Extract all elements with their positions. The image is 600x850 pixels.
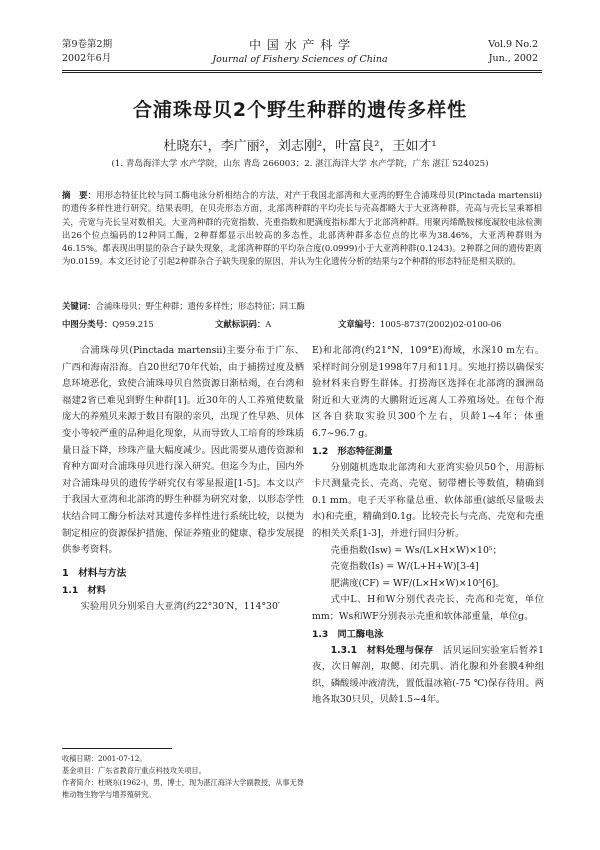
journal-title-cn: 中 国 水 产 科 学 [248,38,352,52]
right-column [312,343,544,709]
header-rule [62,70,542,71]
header-rule-thin [62,72,542,73]
section-1-3-heading: 1.3 同工酶电泳 [312,628,384,640]
sample-processing-paragraph [312,643,544,709]
materials-continued: E)和北部湾(约21°N，109°E)海域，水深10 m左右。采样时间分别是1998年7月和11月。实地打捞以确保实验材料来自野生群体。打捞海区选择在北部湾的涠洲岛附近和大亚湾的大鹏附近远离人工养殖场处。在每个海区各自获取实验贝300个左右，贝龄1~4年；体重6.7~96.7 g。 [312,345,544,439]
journal-date: 2002年6月 [62,53,112,64]
abstract-label: 摘 要： [62,190,97,200]
journal-title-en: Journal of Fishery Sciences of China [212,54,388,65]
paper-title: 合浦珠母贝2个野生种群的遗传多样性 [132,99,468,121]
morphology-paragraph: 分别随机选取北部湾和大亚湾实验贝50个，用游标卡尺测量壳长、壳高、壳宽、韧带槽长等数值，精确到0.1 mm。电子天平称量总重、软体部重(滤纸尽量吸去水)和壳重，精确到0.1g。比较壳长与壳高、壳宽和壳重的相关关系[1-3]，并进行回归分析。 [312,461,544,539]
footnote [62,753,307,801]
intro-paragraph: 合浦珠母贝(Pinctada martensii)主要分布于广东、广西和海南沿海。自20世纪70年代始，由于捕捞过度及栖息环境恶化，致使合浦珠母贝自然资源日渐枯竭，在台湾和福建2省已难见到野生种群[1]。近30年的人工养殖使数量庞大的养殖贝来源于数目有限的亲贝，出现了性早熟、贝体变小等较严重的品种退化现象，从而导致人工培育的珍珠质量日益下降，珍珠产量大幅度减少。因此需要从遗传资源和育种方面对合浦珠母贝进行深入研究。但迄今为止，国内外对合浦珠母贝的遗传学研究仅有零星报道[1-5]。本文以产于我国大亚湾和北部湾的野生种群为研究对象，以形态学性状结合同工酶分析法对其遗传多样性进行系统比较，以便为制定相应的资源保护措施、保证养殖业的健康、稳步发展提供参考资料。 [62,345,304,556]
clc-value: Q959.215 [112,319,154,329]
journal-volume-en: Vol.9 No.2 [488,39,538,50]
keywords-label: 关键词： [62,301,96,311]
author-list: 杜晓东¹，李广丽²，刘志刚²，叶富良²，王如才¹ [163,139,437,154]
section-1-1-heading: 1.1 材料 [62,584,106,596]
footnote-rule [62,748,172,749]
article-number [338,318,501,331]
doc-value: A [265,319,272,329]
author-bio: 作者简介：杜晓东(1962-)，男，博士，现为湛江海洋大学副教授，从事无脊椎动物生物学与增养殖研究。 [62,778,304,799]
formula-explanation: 式中L、H和W分别代表壳长、壳高和壳宽，单位mm；Ws和WF分别表示壳重和软体部重量，单位g。 [312,594,544,622]
section-1-3-1-heading: 1.3.1 材料处理与保存 [330,644,434,656]
keywords [62,300,542,313]
article-label: 文章编号： [338,319,380,329]
formula-shell-width-index: 壳宽指数(Is) = W/(L+H+W)[3-4] [330,561,479,573]
journal-volume-issue: 第9卷第2期 [62,39,113,50]
doc-code [215,318,271,331]
clc-number [62,318,154,331]
fund-info: 基金项目：广东省教育厅重点科技攻关项目。 [62,766,206,775]
abstract-text: 用形态特征比较与同工酶电泳分析相结合的方法，对产于我国北部湾和大亚湾的野生合浦珠母贝(Pinctada martensii)的遗传多样性进行研究。结果表明，在贝壳形态方面，北部湾种群的平均壳长与壳高都略大于大亚湾种群，壳高与壳长呈乘幂相关，壳宽与壳长呈对数相关。大亚湾种群的壳宽指数、壳重指数和肥满度指标都大于北部湾种群。用聚丙烯酰胺梯度凝胶电泳检测出26个位点编码的12种同工酶，2种群都显示出较高的多态性，北部湾种群多态位点的比率为38.46%，大亚湾种群则为46.15%。都表现出明显的杂合子缺失现象，北部湾种群的平均杂合度(0.0999)小于大亚湾种群(0.1243)。2种群之间的遗传距离为0.0159。本文还讨论了引起2种群杂合子缺失现象的原因，并认为生化遗传分析的结果与2个种群的形态特征是相关联的。 [62,190,543,267]
keywords-text: 合浦珠母贝；野生种群；遗传多样性；形态特征；同工酶 [95,301,305,311]
section-1-heading: 1 材料与方法 [62,567,127,579]
affiliations: (1. 青岛海洋大学 水产学院，山东 青岛 266003；2. 湛江海洋大学 水产学院，广东 湛江 524025) [111,159,489,169]
abstract [62,189,542,269]
received-date: 收稿日期：2001-07-12。 [62,754,147,763]
formula-fatness: 肥满度(CF) = WF/(L×H×W)×10⁵[6]。 [330,577,505,589]
journal-date-en: Jun., 2002 [488,53,538,64]
left-column [62,343,304,615]
formula-shell-weight-index: 壳重指数(Isw) = Ws/(L×H×W)×10⁵； [330,544,502,556]
clc-label: 中图分类号： [62,319,113,329]
article-value: 1005-8737(2002)02-0100-06 [379,319,502,329]
sample-processing-text: 活贝运回实验室后暂养1夜，次日解剖，取鳃、闭壳肌、消化腺和外套膜4种组织，磷酸缓冲液清洗，置低温冰箱(-75 ℃)保存待用。两地各取30只贝，贝龄1.5~4年。 [312,644,544,706]
doc-label: 文献标识码： [215,319,266,329]
materials-paragraph: 实验用贝分别采自大亚湾(约22°30′N，114°30′ [80,600,280,612]
section-1-2-heading: 1.2 形态特征測量 [312,445,393,457]
